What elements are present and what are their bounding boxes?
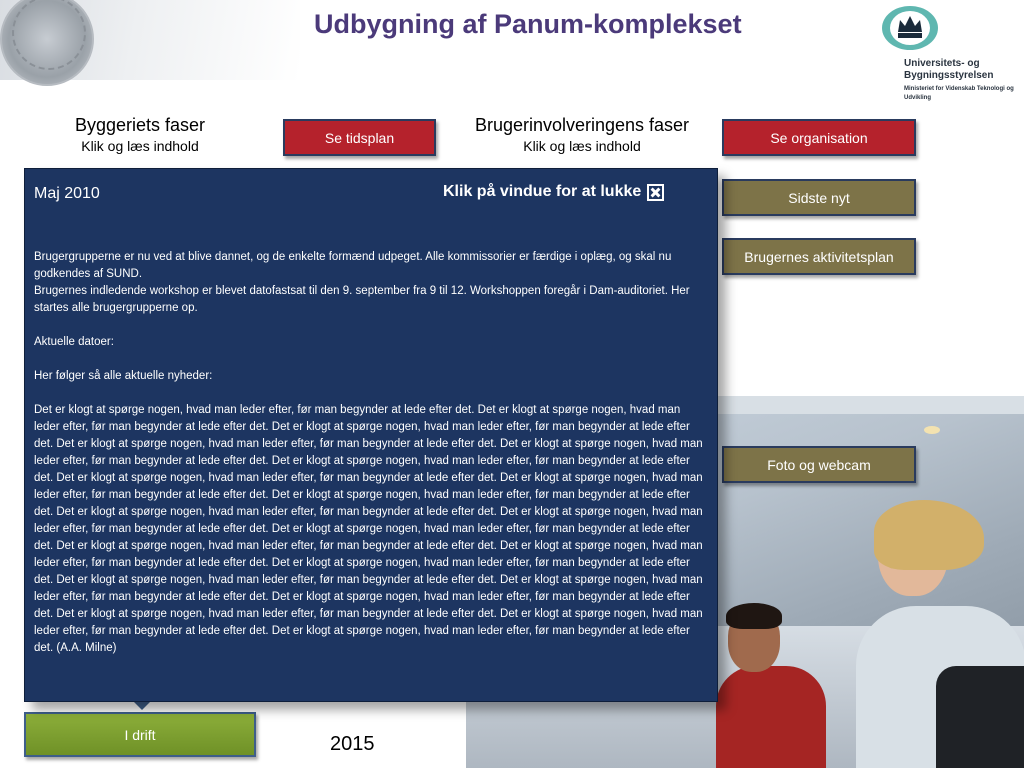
user-phases-title: Brugerinvolveringens faser [474, 115, 690, 135]
build-phases-title: Byggeriets faser [74, 115, 206, 135]
close-icon[interactable] [647, 184, 664, 201]
photo-man-hair [726, 603, 782, 629]
photo-woman-hair [874, 500, 984, 570]
logo-name: Universitets- og Bygningsstyrelsen [904, 58, 994, 81]
photo-chair [936, 666, 1024, 768]
popup-close-hint[interactable] [443, 183, 664, 201]
user-phases-heading[interactable] [452, 115, 712, 154]
seal-ring [12, 0, 86, 70]
popup-date: Maj 2010 [34, 185, 100, 202]
photo-lamp [924, 426, 940, 434]
popup-news-body: Det er klogt at spørge nogen, hvad man leder efter, før man begynder at lede efter det. Det er klogt at spørge nogen, hvad man leder efter, før man begynder at lede efter det. Det er klogt at spørge nogen, hvad man leder efter, før man begynder at lede efter det. Det er klogt at spørge nogen, hvad man leder efter, før man begynder at lede efter det. Det er klogt at spørge nogen, hvad man leder efter, før man begynder at lede efter det. Det er klogt at spørge nogen, hvad man leder efter, før man begynder at lede efter det. Det er klogt at spørge nogen, hvad man leder efter, før man begynder at lede efter det. Det er klogt at spørge nogen, hvad man leder efter, før man begynder at lede efter det. Det er klogt at spørge nogen, hvad man leder efter, før man begynder at lede efter det. Det er klogt at spørge nogen, hvad man leder efter, før man begynder at lede efter det. Det er klogt at spørge nogen, hvad man leder efter, før man begynder at lede efter det. Det er klogt at spørge nogen, hvad man leder efter, før man begynder at lede efter det. Det er klogt at spørge nogen, hvad man leder efter, før man begynder at lede efter det. Det er klogt at spørge nogen, hvad man leder efter, før man begynder at lede efter det. Det er klogt at spørge nogen, hvad man leder efter, før man begynder at lede efter det. Det er klogt at spørge nogen, hvad man leder efter, før man begynder at lede efter det. Det er klogt at spørge nogen, hvad man leder efter, før man begynder at lede efter det. Det er klogt at spørge nogen, hvad man leder efter, før man begynder at lede efter det. Det er klogt at spørge nogen, hvad man leder efter, før man begynder at lede efter det. Det er klogt at spørge nogen, hvad man leder efter, før man begynder at lede efter det. Det er klogt at spørge nogen, hvad man leder efter, før man begynder at lede efter det. (A.A. Milne) [34, 404, 703, 654]
popup-news-heading: Her følger så alle aktuelle nyheder: [34, 370, 213, 382]
build-phases-heading[interactable] [52, 115, 228, 154]
seal-banner [0, 0, 300, 80]
page-title: Udbygning af Panum-komplekset [314, 9, 742, 39]
user-phases-subtitle: Klik og læs indhold [523, 138, 641, 154]
timeline-button[interactable]: Se tidsplan [283, 119, 436, 156]
crown-logo-icon [880, 2, 940, 52]
popup-paragraph-workshop: Brugernes indledende workshop er blevet datofastsat til den 9. september fra 9 til 12. Workshoppen foregår i Dam-auditoriet. Her startes alle brugergrupperne op. [34, 285, 690, 314]
popup-paragraph-groups: Brugergrupperne er nu ved at blive dannet, og de enkelte formænd udpeget. Alle kommissorier er færdige i oplæg, og skal nu godkendes af SUND. [34, 251, 672, 280]
organisation-button[interactable]: Se organisation [722, 119, 916, 156]
latest-news-button[interactable]: Sidste nyt [722, 179, 916, 216]
photo-man [716, 666, 826, 768]
university-seal-image [0, 0, 94, 86]
popup-close-label: Klik på vindue for at lukke [443, 183, 642, 200]
news-popup[interactable] [24, 168, 718, 702]
logo-subtitle: Ministeriet for Videnskab Teknologi og Udvikling [904, 86, 1014, 101]
in-operation-button[interactable]: I drift [24, 712, 256, 757]
popup-dates-heading: Aktuelle datoer: [34, 336, 114, 348]
build-phases-subtitle: Klik og læs indhold [81, 138, 199, 154]
activity-plan-button[interactable]: Brugernes aktivitetsplan [722, 238, 916, 275]
timeline-year: 2015 [330, 733, 375, 755]
popup-body [34, 249, 706, 657]
photo-webcam-button[interactable]: Foto og webcam [722, 446, 916, 483]
timeline-pointer [134, 702, 150, 710]
